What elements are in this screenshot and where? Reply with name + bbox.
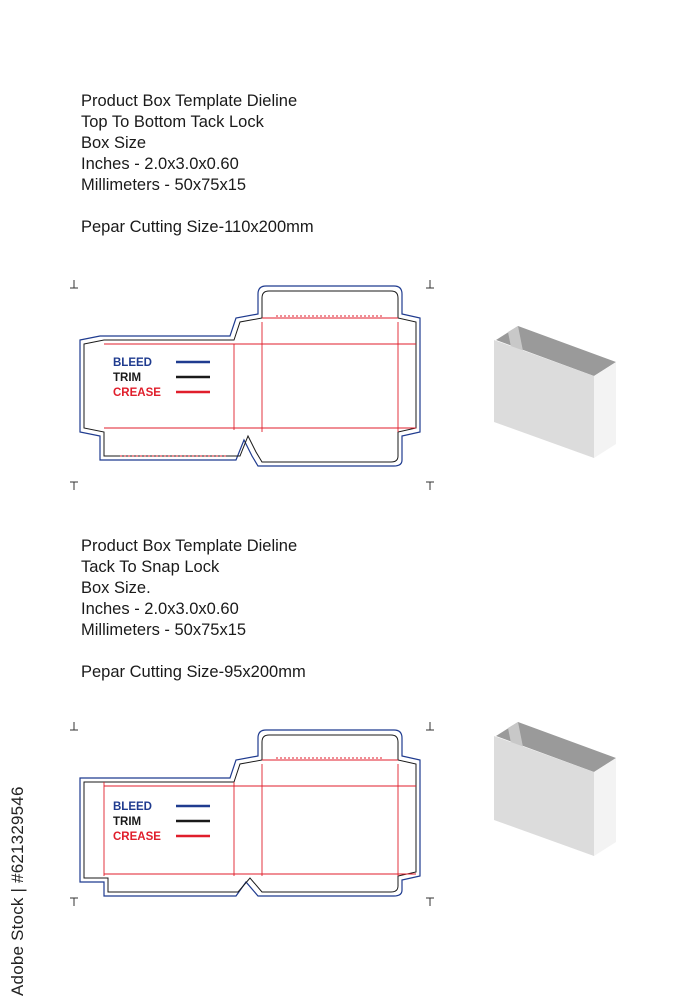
legend-crease-label: CREASE — [113, 387, 161, 399]
spec-box-size-label: Box Size. — [81, 579, 151, 597]
dieline-2 — [0, 716, 480, 916]
dieline-1 — [0, 270, 480, 500]
bleed-line — [80, 730, 420, 896]
legend-trim-label: TRIM — [113, 372, 142, 384]
crop-marks — [70, 722, 434, 906]
spec-text-1 — [81, 91, 314, 238]
legend-crease-label: CREASE — [113, 831, 161, 843]
legend-bleed-label: BLEED — [113, 801, 152, 813]
spec-text-2 — [81, 536, 306, 683]
spec-box-size-label: Box Size — [81, 134, 147, 152]
legend-trim-label: TRIM — [113, 816, 142, 828]
spec-cutting-size: Pepar Cutting Size-110x200mm — [81, 218, 314, 236]
spec-title: Product Box Template Dieline — [81, 537, 298, 555]
spec-millimeters: Millimeters - 50x75x15 — [81, 176, 247, 194]
legend-bleed-label: BLEED — [113, 357, 152, 369]
legend — [113, 801, 210, 843]
trim-line — [84, 735, 416, 892]
box-mockup-1 — [488, 322, 628, 462]
spec-millimeters: Millimeters - 50x75x15 — [81, 621, 247, 639]
spec-lock-type: Top To Bottom Tack Lock — [81, 113, 264, 131]
box-mockup-2 — [488, 718, 628, 860]
spec-lock-type: Tack To Snap Lock — [81, 558, 220, 576]
stock-id-watermark: Adobe Stock | #621329546 — [8, 786, 27, 996]
spec-title: Product Box Template Dieline — [81, 92, 298, 110]
box-side-face — [594, 758, 616, 856]
crease-lines — [104, 758, 416, 876]
spec-cutting-size: Pepar Cutting Size-95x200mm — [81, 663, 306, 681]
spec-inches: Inches - 2.0x3.0x0.60 — [81, 600, 239, 618]
crop-marks — [70, 280, 434, 490]
spec-inches: Inches - 2.0x3.0x0.60 — [81, 155, 239, 173]
crease-lines — [104, 316, 416, 456]
box-side-face — [594, 362, 616, 458]
legend — [113, 357, 210, 399]
